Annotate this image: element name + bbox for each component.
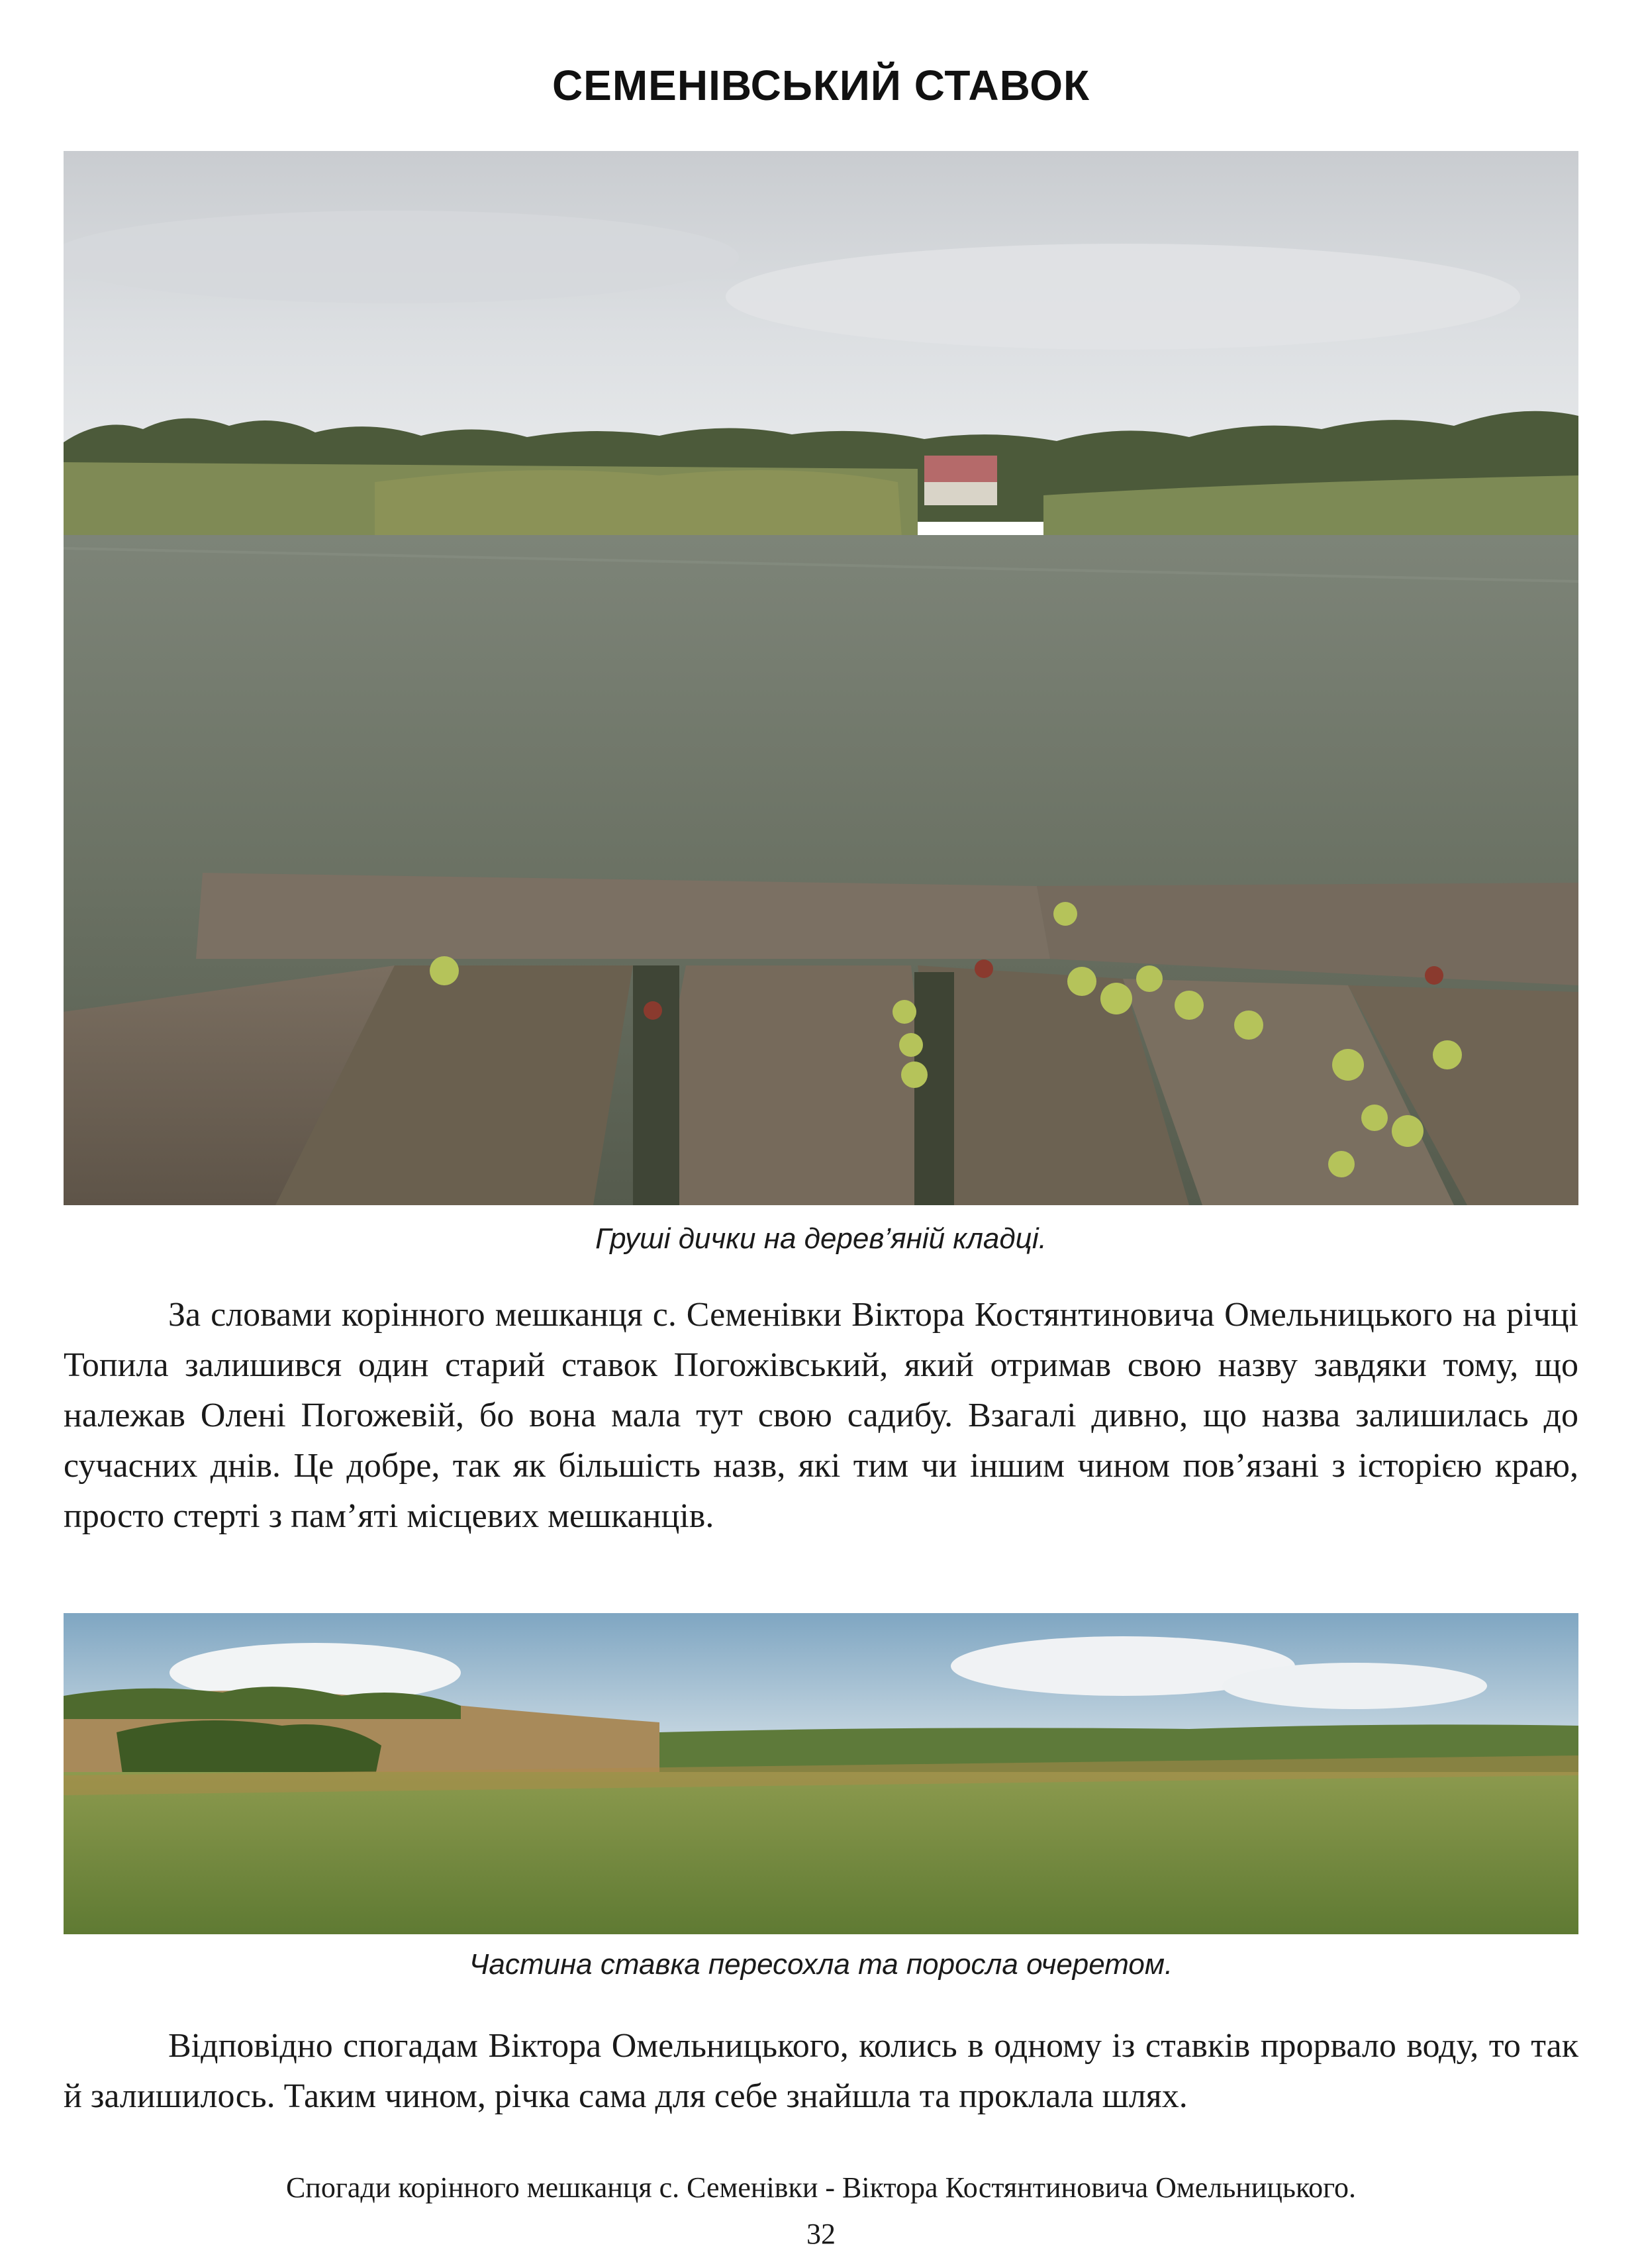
pond-footbridge-photo bbox=[64, 151, 1578, 1205]
page-title: СЕМЕНІВСЬКИЙ СТАВОК bbox=[552, 62, 1090, 109]
paragraph-1 bbox=[64, 1290, 1578, 1542]
paragraph-2-text: Відповідно спогадам Віктора Омельницького, колись в одному із ставків прорвало воду, то так й залишилось. Таким чином, річка сама для себе знайшла та проклала шлях. bbox=[64, 2027, 1578, 2115]
paragraph-1-text: За словами корінного мешканця с. Семенівки Віктора Костянтиновича Омельницького на річці Топила залишився один старий ставок Погожівський, який отримав свою назву завдяки тому, що належав Олені Погожевій, бо вона мала тут свою садибу. Взагалі дивно, що назва залишилась до сучасних днів. Це добре, так як більшість назв, які тим чи іншим чином пов’язані з історією краю, просто стерті з пам’яті місцевих мешканців. bbox=[64, 1296, 1578, 1535]
figure-caption-2: Частина ставка пересохла та поросла очеретом. bbox=[469, 1948, 1173, 1981]
reeds-field-photo bbox=[64, 1613, 1578, 1934]
page-number: 32 bbox=[806, 2218, 836, 2250]
source-note: Спогади корінного мешканця с. Семенівки - Віктора Костянтиновича Омельницького. bbox=[285, 2171, 1357, 2204]
figure-caption-1: Груші дички на дерев’яній кладці. bbox=[595, 1222, 1047, 1255]
paragraph-2 bbox=[64, 2021, 1578, 2122]
